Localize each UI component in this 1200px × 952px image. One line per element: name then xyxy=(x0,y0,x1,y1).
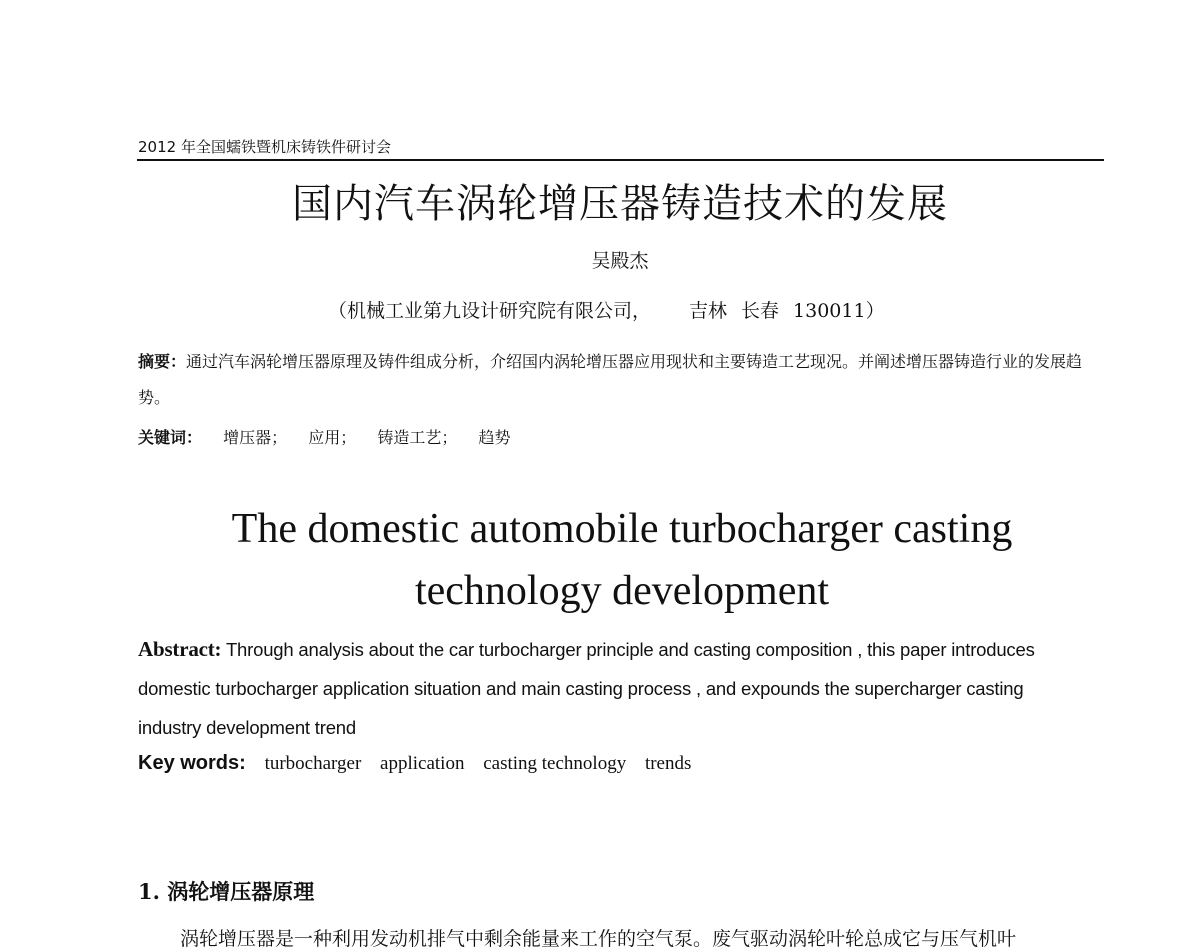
author-name: 吴殿杰 xyxy=(591,250,649,272)
english-keywords-label: Key words: xyxy=(138,752,246,774)
english-keyword: turbocharger xyxy=(264,753,362,774)
english-keywords xyxy=(138,752,691,775)
english-keyword: casting technology xyxy=(483,753,627,774)
running-header: 2012 年全国蠕铁暨机床铸铁件研讨会 xyxy=(138,138,391,156)
chinese-title: 国内汽车涡轮增压器铸造技术的发展 xyxy=(292,181,948,227)
chinese-abstract xyxy=(138,344,1108,416)
chinese-abstract-label: 摘要： xyxy=(138,352,187,371)
affiliation-city-1: 吉林 xyxy=(689,300,728,322)
english-abstract xyxy=(138,630,1068,747)
english-keyword: application xyxy=(380,753,465,774)
chinese-keyword: 趋势 xyxy=(478,428,511,447)
affiliation-institution: （机械工业第九设计研究院有限公司， xyxy=(328,300,652,322)
affiliation-postcode: 130011） xyxy=(793,300,885,322)
header-rule xyxy=(137,159,1104,161)
english-title xyxy=(0,498,1200,622)
english-title-line-2: technology development xyxy=(414,568,830,614)
chinese-keyword: 增压器； xyxy=(223,428,288,447)
author-affiliation xyxy=(328,296,885,323)
chinese-abstract-text: 通过汽车涡轮增压器原理及铸件组成分析，介绍国内涡轮增压器应用现状和主要铸造工艺现况。并阐述增压器铸造行业的发展趋势。 xyxy=(138,352,1083,407)
english-keyword: trends xyxy=(644,753,692,774)
english-abstract-text: Through analysis about the car turbocharger principle and casting composition , this paper introduces domestic turbocharger application situation and main casting process , and expounds the supercharger casting industry development trend xyxy=(138,639,1035,738)
body-paragraph: 涡轮增压器是一种利用发动机排气中剩余能量来工作的空气泵。废气驱动涡轮叶轮总成它与压气机叶 xyxy=(180,928,1017,950)
section-heading: 1. 涡轮增压器原理 xyxy=(138,879,315,904)
chinese-keywords xyxy=(138,425,510,448)
english-abstract-label: Abstract: xyxy=(138,637,222,661)
english-title-line-1: The domestic automobile turbocharger casting xyxy=(231,506,1013,552)
affiliation-city-2: 长春 xyxy=(741,300,780,322)
chinese-keyword: 应用； xyxy=(308,428,357,447)
chinese-keywords-label: 关键词： xyxy=(138,428,203,447)
chinese-keyword: 铸造工艺； xyxy=(377,428,458,447)
